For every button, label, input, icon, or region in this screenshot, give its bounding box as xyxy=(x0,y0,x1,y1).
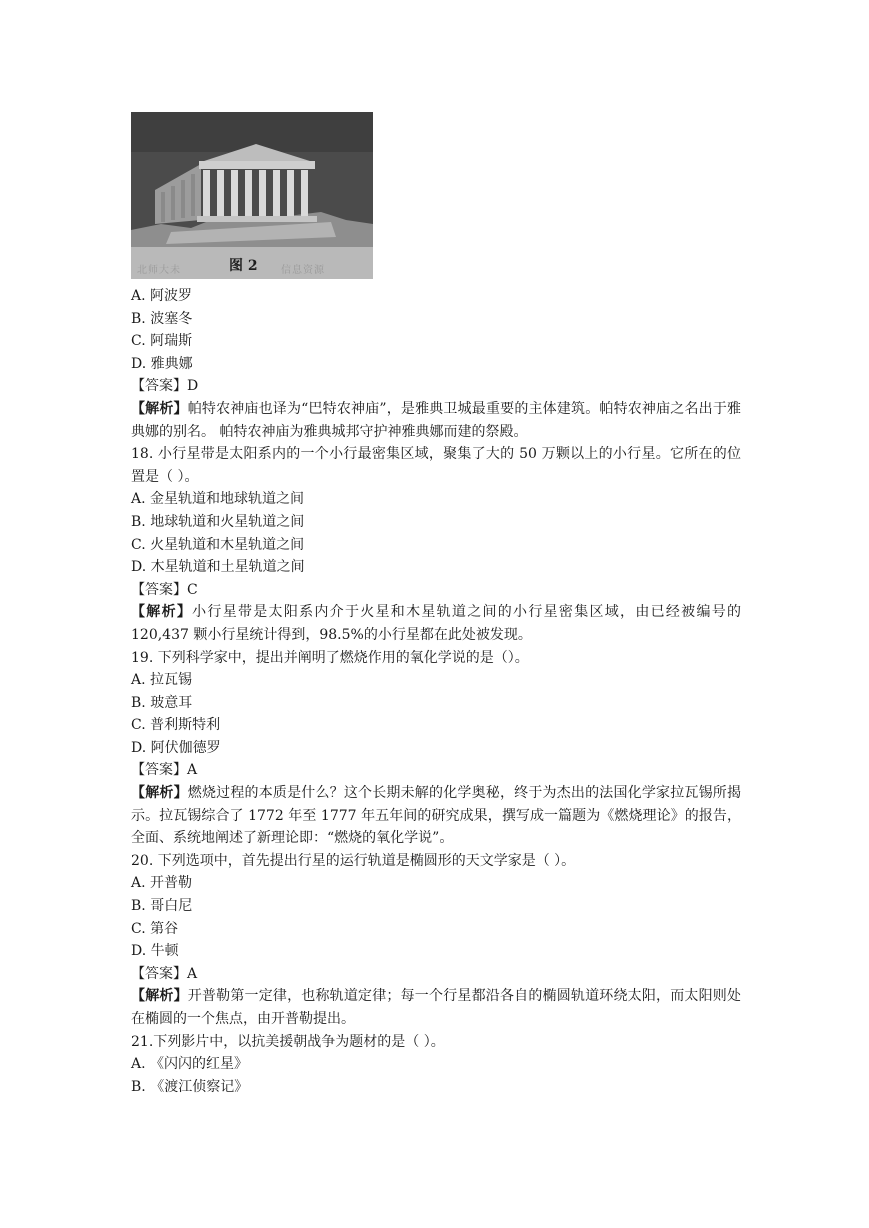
q18-option-c: C. 火星轨道和木星轨道之间 xyxy=(131,536,305,553)
analysis-tag: 【解析】 xyxy=(131,400,188,417)
analysis-text: 帕特农神庙也译为“巴特农神庙”，是雅典卫城最重要的主体建筑。帕特农神庙之名出于雅典娜的别名。 帕特农神庙为雅典城邦守护神雅典娜而建的祭殿。 xyxy=(131,400,742,440)
q18-option-a: A. 金星轨道和地球轨道之间 xyxy=(131,491,305,508)
analysis-text: 小行星带是太阳系内介于火星和木星轨道之间的小行星密集区域，由已经被编号的 120,437 颗小行星统计得到，98.5%的小行星都在此处被发现。 xyxy=(131,604,742,643)
q19-option-d: D. 阿伏伽德罗 xyxy=(131,739,221,756)
q21-option-b: B. 《渡江侦察记》 xyxy=(131,1078,249,1095)
q17-option-c: C. 阿瑞斯 xyxy=(131,333,193,350)
q21-question: 21.下列影片中，以抗美援朝战争为题材的是（ ）。 xyxy=(131,1033,445,1050)
q17-answer xyxy=(131,375,741,398)
parthenon-illustration xyxy=(131,112,373,279)
analysis-text: 燃烧过程的本质是什么？这个长期未解的化学奥秘，终于为杰出的法国化学家拉瓦锡所揭示。拉瓦锡综合了 1772 年至 1777 年五年间的研究成果，撰写成一篇题为《燃烧理论》的报告，全面、系统地阐述了新理论即：“燃烧的氧化学说”。 xyxy=(131,785,742,847)
q17-option-b: B. 波塞冬 xyxy=(131,310,193,327)
q18-analysis xyxy=(131,601,741,646)
document-page xyxy=(131,112,741,1098)
figure-caption: 图 2 xyxy=(229,258,258,274)
analysis-text: 开普勒第一定律，也称轨道定律；每一个行星都沿各自的椭圆轨道环绕太阳，而太阳则处在椭圆的一个焦点，由开普勒提出。 xyxy=(131,988,742,1027)
answer-tag: 【答案】 xyxy=(131,762,187,779)
analysis-tag: 【解析】 xyxy=(131,785,188,802)
q21-option-a: A. 《闪闪的红星》 xyxy=(131,1056,249,1073)
q20-answer xyxy=(131,963,741,986)
q17-option-a: A. 阿波罗 xyxy=(131,288,193,304)
q18-option-d: D. 木星轨道和土星轨道之间 xyxy=(131,559,305,576)
parthenon-photo xyxy=(131,112,373,279)
answer-tag: 【答案】 xyxy=(131,378,187,395)
q19-question: 19. 下列科学家中，提出并阐明了燃烧作用的氧化学说的是（）。 xyxy=(131,649,529,666)
q20-question: 20. 下列选项中，首先提出行星的运行轨道是椭圆形的天文学家是（ ）。 xyxy=(131,852,576,869)
q18-question: 18. 小行星带是太阳系内的一个小行最密集区域，聚集了大的 50 万颗以上的小行星。它所在的位置是（ ）。 xyxy=(131,446,741,485)
q20-option-d: D. 牛顿 xyxy=(131,943,179,960)
q20-analysis xyxy=(131,985,741,1030)
q17-option-d: D. 雅典娜 xyxy=(131,355,193,372)
answer-value: C xyxy=(187,581,198,598)
q20-option-a: A. 开普勒 xyxy=(131,875,193,892)
q19-option-c: C. 普利斯特利 xyxy=(131,717,221,734)
q19-option-b: B. 玻意耳 xyxy=(131,694,193,711)
q19-answer xyxy=(131,759,741,782)
q19-analysis xyxy=(131,782,741,850)
q20-option-b: B. 哥白尼 xyxy=(131,898,193,915)
q19-option-a: A. 拉瓦锡 xyxy=(131,672,193,689)
figure-watermark-left: 北师大未 xyxy=(137,265,181,276)
q18-answer xyxy=(131,579,741,602)
answer-tag: 【答案】 xyxy=(131,581,187,598)
q20-option-c: C. 第谷 xyxy=(131,920,179,937)
answer-value: D xyxy=(187,378,199,395)
q17-analysis xyxy=(131,398,741,443)
q18-option-b: B. 地球轨道和火星轨道之间 xyxy=(131,513,305,530)
figure-watermark-right: 信息资源 xyxy=(281,265,325,276)
analysis-tag: 【解析】 xyxy=(131,604,193,621)
answer-tag: 【答案】 xyxy=(131,965,187,982)
answer-value: A xyxy=(187,965,198,982)
analysis-tag: 【解析】 xyxy=(131,988,188,1005)
answer-value: A xyxy=(187,762,198,779)
